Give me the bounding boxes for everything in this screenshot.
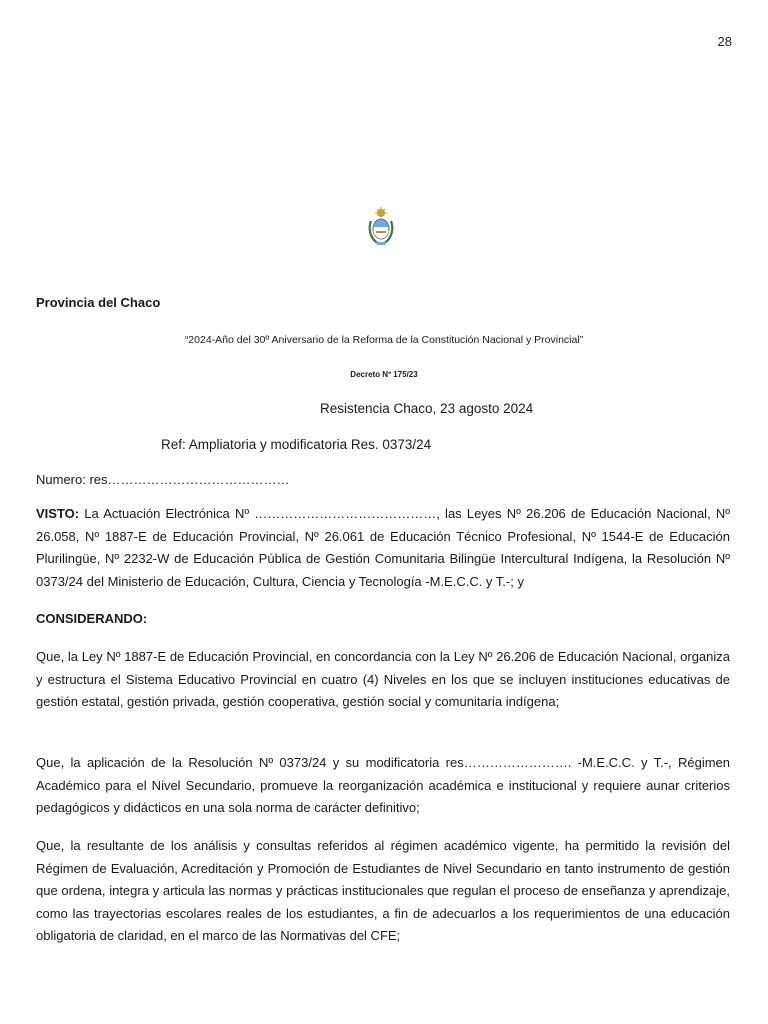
place-and-date: Resistencia Chaco, 23 agosto 2024 (320, 401, 534, 416)
resolution-number: Numero: res…………………………………… (36, 472, 290, 487)
year-motto: “2024-Año del 30º Aniversario de la Reforma de la Constitución Nacional y Provincial” (184, 334, 584, 346)
visto-text: La Actuación Electrónica Nº ……………………………………, las Leyes Nº 26.206 de Educación Nacional, Nº 26.058, Nº 1887-E de Educación Provincial, Nº 26.061 de Educación Técnico Profesional, Nº 1544-E de Educación Plurilingüe, Nº 2232-W de Educación Pública de Gestión Comunitaria Bilingüe Intercultural Indígena, la Resolución Nº 0373/24 del Ministerio de Educación, Cultura, Ciencia y Tecnología -M.E.C.C. y T.-; y (36, 506, 730, 589)
page-number: 28 (717, 34, 732, 49)
considerando-heading: CONSIDERANDO: (36, 611, 148, 626)
province-heading: Provincia del Chaco (36, 295, 161, 310)
visto-paragraph (36, 503, 730, 593)
considerando-paragraph: Que, la resultante de los análisis y consultas referidos al régimen académico vigente, ha permitido la revisión del Régimen de Evaluación, Acreditación y Promoción de Estudiantes de Nivel Secundario en tanto instrumento de gestión que ordena, integra y articula las normas y prácticas institucionales que regulan el proceso de enseñanza y aprendizaje, como las trayectorias escolares reales de los estudiantes, a fin de adecuarlos a los requerimientos de una educación obligatoria de claridad, en el marco de las Normativas del CFE; (36, 838, 730, 943)
reference-line: Ref: Ampliatoria y modificatoria Res. 0373/24 (161, 437, 432, 452)
visto-label: VISTO: (36, 506, 80, 521)
considerando-paragraph: Que, la Ley Nº 1887-E de Educación Provincial, en concordancia con la Ley Nº 26.206 de Educación Nacional, organiza y estructura el Sistema Educativo Provincial en cuatro (4) Niveles en los que se incluyen instituciones educativas de gestión estatal, gestión privada, gestión cooperativa, gestión social y comunitaria indígena; (36, 649, 730, 709)
decree-number: Decreto Nº 175/23 (350, 370, 418, 379)
coat-of-arms-icon (367, 207, 395, 247)
considerando-paragraph: Que, la aplicación de la Resolución Nº 0373/24 y su modificatoria res……………………. -M.E.C.C. y T.-, Régimen Académico para el Nivel Secundario, promueve la reorganización académica e institucional y requiere aunar criterios pedagógicos y didácticos en una sola norma de carácter definitivo; (36, 755, 730, 815)
